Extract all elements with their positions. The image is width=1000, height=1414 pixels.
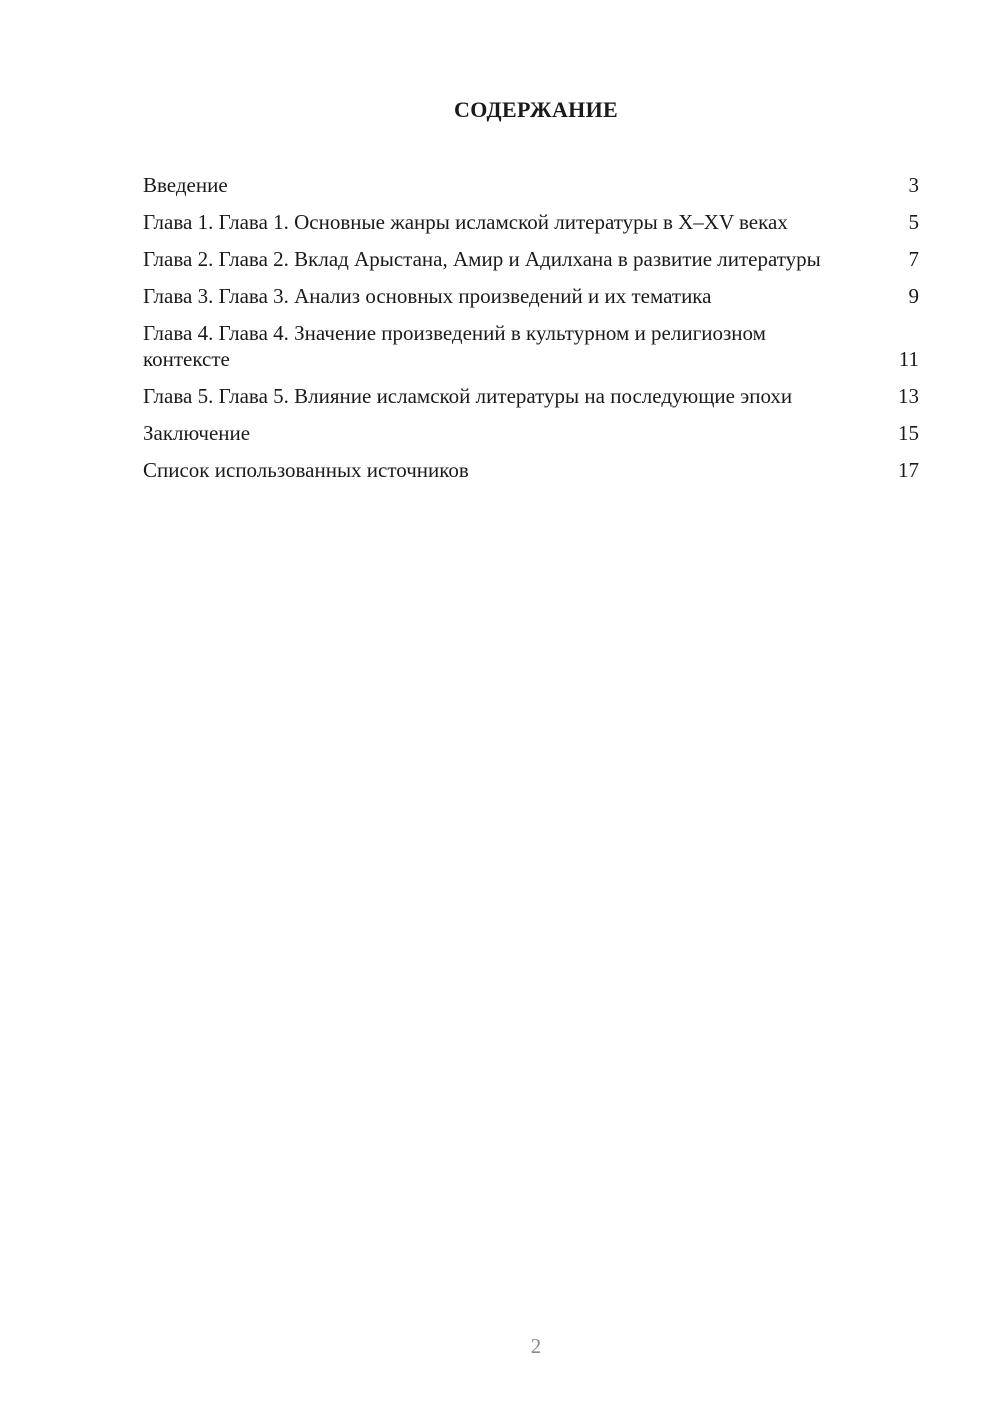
toc-entry-text: Глава 5. Глава 5. Влияние исламской литературы на последующие эпохи (143, 384, 793, 408)
toc-entry-chapter-4 (143, 320, 919, 372)
toc-entry-text: Глава 2. Глава 2. Вклад Арыстана, Амир и Адилхана в развитие литературы (143, 247, 821, 271)
page-number: 2 (530, 1334, 542, 1358)
toc-entry-chapter-3 (143, 283, 919, 309)
toc-entry-conclusion (143, 420, 919, 446)
toc-entry-page: 15 (898, 421, 919, 445)
toc-entry-chapter-1 (143, 209, 919, 235)
toc-entry-text: Заключение (143, 421, 251, 445)
toc-entry-page: 17 (898, 458, 919, 482)
toc-entry-text: Глава 1. Глава 1. Основные жанры исламской литературы в X–XV веках (143, 210, 788, 234)
toc-entry-references (143, 457, 919, 483)
table-of-contents (143, 172, 919, 494)
toc-entry-chapter-2 (143, 246, 919, 272)
toc-entry-page: 13 (898, 384, 919, 408)
toc-entry-page: 3 (908, 173, 919, 197)
toc-entry-text: Введение (143, 173, 228, 197)
page-title: СОДЕРЖАНИЕ (454, 97, 618, 122)
toc-entry-introduction (143, 172, 919, 198)
toc-entry-text: Глава 4. Глава 4. Значение произведений в культурном и религиозном контексте (143, 321, 766, 371)
toc-entry-page: 11 (898, 347, 919, 371)
toc-entry-page: 7 (908, 247, 919, 271)
toc-entry-text: Список использованных источников (143, 458, 469, 482)
toc-entry-page: 5 (908, 210, 919, 234)
toc-entry-chapter-5 (143, 383, 919, 409)
toc-entry-page: 9 (908, 284, 919, 308)
toc-entry-text: Глава 3. Глава 3. Анализ основных произведений и их тематика (143, 284, 712, 308)
